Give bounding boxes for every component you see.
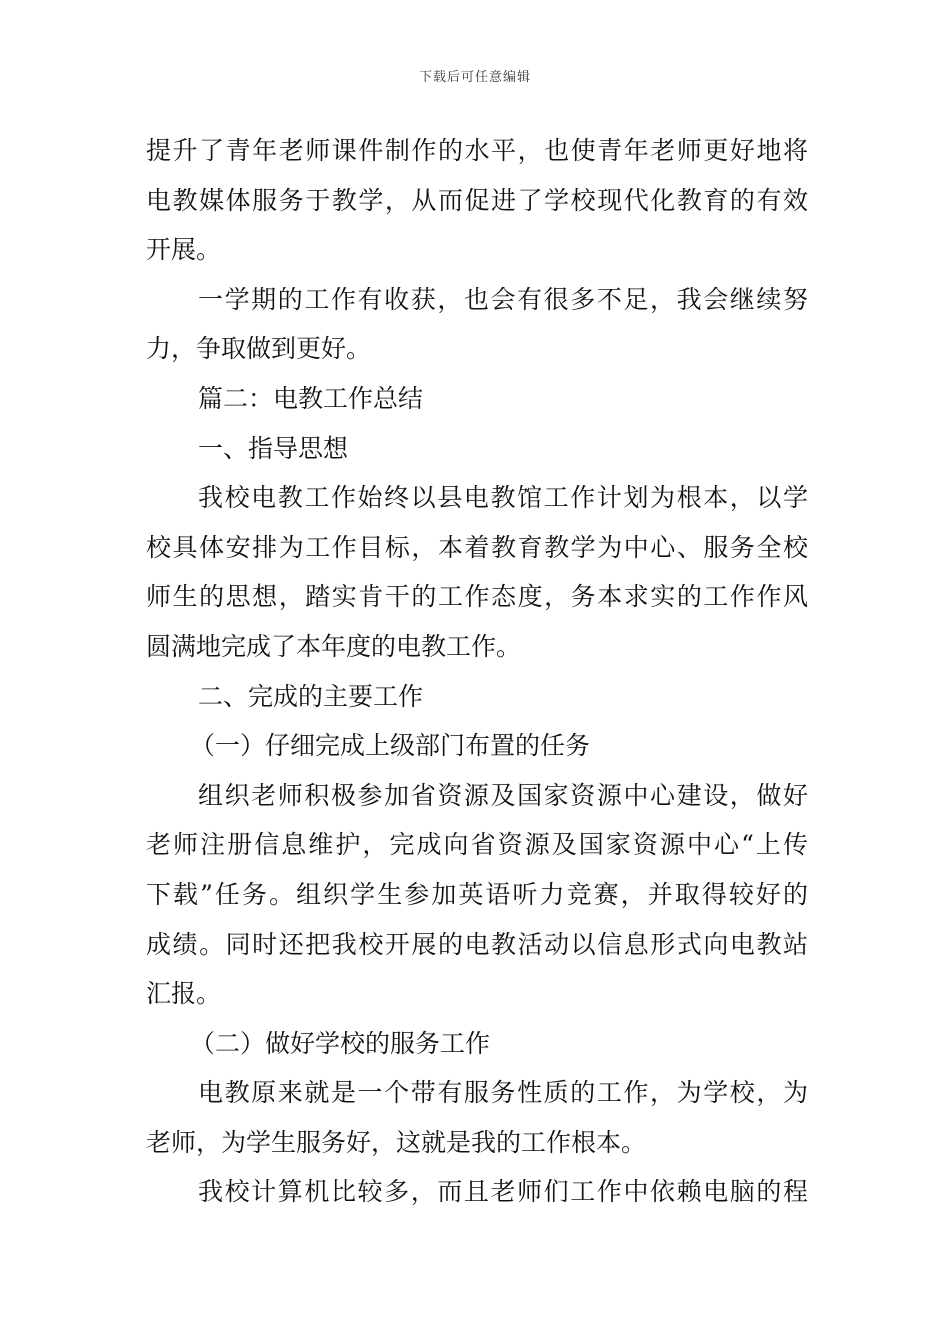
text-line: 力，争取做到更好。	[146, 334, 372, 364]
section-heading: 二、完成的主要工作	[198, 681, 424, 711]
text-line: 组织老师积极参加省资源及国家资源中心建设，做好	[198, 780, 808, 810]
text-line: 校具体安排为工作目标，本着教育教学为中心、服务全校	[146, 532, 808, 562]
section-heading: 一、指导思想	[198, 433, 349, 463]
text-line: 我校电教工作始终以县电教馆工作计划为根本，以学	[198, 483, 808, 513]
text-line: 下载”任务。组织学生参加英语听力竞赛，并取得较好的	[146, 879, 808, 909]
subsection-heading: （一）仔细完成上级部门布置的任务	[190, 731, 591, 761]
page-header: 下载后可任意编辑	[418, 70, 531, 85]
text-line: 提升了青年老师课件制作的水平，也使青年老师更好地将	[146, 136, 808, 165]
section-title: 篇二：电教工作总结	[198, 383, 424, 413]
text-line: 师生的思想，踏实肯干的工作态度，务本求实的工作作风	[146, 582, 808, 612]
text-line: 老师注册信息维护，完成向省资源及国家资源中心“上传	[146, 830, 808, 860]
text-line: 成绩。同时还把我校开展的电教活动以信息形式向电教站	[146, 929, 808, 959]
text-line: 圆满地完成了本年度的电教工作。	[146, 631, 522, 661]
document-body	[146, 126, 808, 1217]
text-line: 电教媒体服务于教学，从而促进了学校现代化教育的有效	[146, 185, 808, 215]
text-line: 我校计算机比较多，而且老师们工作中依赖电脑的程	[198, 1177, 808, 1207]
subsection-heading: （二）做好学校的服务工作	[190, 1028, 491, 1058]
text-line: 电教原来就是一个带有服务性质的工作，为学校，为	[198, 1078, 808, 1108]
text-line: 汇报。	[146, 979, 222, 1009]
text-line: 开展。	[146, 235, 222, 265]
text-line: 老师，为学生服务好，这就是我的工作根本。	[146, 1127, 647, 1157]
text-line: 一学期的工作有收获，也会有很多不足，我会继续努	[198, 284, 808, 314]
